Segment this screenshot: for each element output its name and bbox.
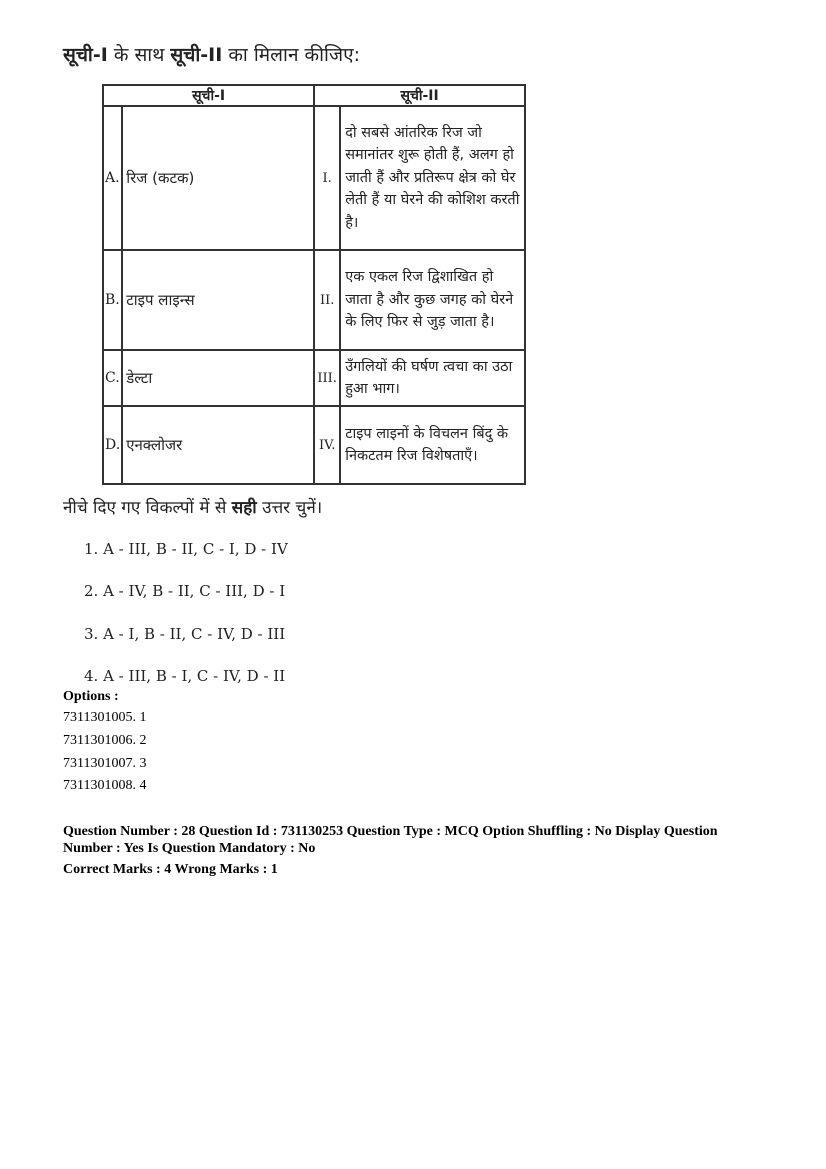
row-description: दो सबसे आंतरिक रिज जो समानांतर शुरू होती हैं, अलग हो जाती हैं और प्रतिरूप क्षेत्र को घेर लेती हैं या घेरने की कोशिश करती है।	[340, 106, 525, 250]
row-item: डेल्टा	[122, 350, 314, 406]
heading-list1: सूची-I	[63, 44, 108, 66]
table-row	[103, 250, 525, 350]
answer-choice-3[interactable]: 3. A - I, B - II, C - IV, D - III	[84, 625, 286, 643]
answer-choice-4[interactable]: 4. A - III, B - I, C - IV, D - II	[84, 667, 286, 685]
row-roman: III.	[314, 350, 340, 406]
question-info-line1: Question Number : 28 Question Id : 731130253 Question Type : MCQ Option Shuffling : No Display Question	[63, 824, 718, 839]
row-item: रिज (कटक)	[122, 106, 314, 250]
option-id-1: 7311301005. 1	[63, 710, 147, 725]
options-label: Options :	[63, 689, 119, 704]
heading-list2: सूची-II	[170, 44, 223, 66]
instruction-after: उत्तर चुनें।	[256, 498, 323, 518]
row-letter: A.	[103, 106, 122, 250]
row-item: एनक्लोजर	[122, 406, 314, 484]
row-roman: II.	[314, 250, 340, 350]
row-roman: I.	[314, 106, 340, 250]
row-description: उँगलियों की घर्षण त्वचा का उठा हुआ भाग।	[340, 350, 525, 406]
option-id-4: 7311301008. 4	[63, 778, 147, 793]
row-letter: B.	[103, 250, 122, 350]
option-id-3: 7311301007. 3	[63, 756, 147, 771]
table-header-row	[103, 85, 525, 106]
option-id-2: 7311301006. 2	[63, 733, 147, 748]
row-letter: C.	[103, 350, 122, 406]
heading-suffix: का मिलान कीजिए:	[222, 44, 360, 66]
header-list1: सूची-I	[103, 85, 314, 106]
row-description: एक एकल रिज द्विशाखित हो जाता है और कुछ जगह को घेरने के लिए फिर से जुड़ जाता है।	[340, 250, 525, 350]
header-list2: सूची-II	[314, 85, 525, 106]
row-description: टाइप लाइनों के विचलन बिंदु के निकटतम रिज विशेषताएँ।	[340, 406, 525, 484]
row-letter: D.	[103, 406, 122, 484]
answer-choice-2[interactable]: 2. A - IV, B - II, C - III, D - I	[84, 582, 286, 600]
instruction-text	[63, 495, 322, 518]
answer-choice-1[interactable]: 1. A - III, B - II, C - I, D - IV	[84, 540, 288, 558]
question-heading	[63, 41, 360, 67]
table-row	[103, 406, 525, 484]
instruction-before: नीचे दिए गए विकल्पों में से	[63, 498, 232, 518]
match-table	[102, 84, 526, 485]
heading-connector: के साथ	[107, 44, 171, 66]
row-roman: IV.	[314, 406, 340, 484]
instruction-bold: सही	[231, 498, 257, 518]
table-row	[103, 106, 525, 250]
table-row	[103, 350, 525, 406]
question-info-line2: Number : Yes Is Question Mandatory : No	[63, 841, 316, 856]
row-item: टाइप लाइन्स	[122, 250, 314, 350]
question-marks: Correct Marks : 4 Wrong Marks : 1	[63, 862, 278, 877]
